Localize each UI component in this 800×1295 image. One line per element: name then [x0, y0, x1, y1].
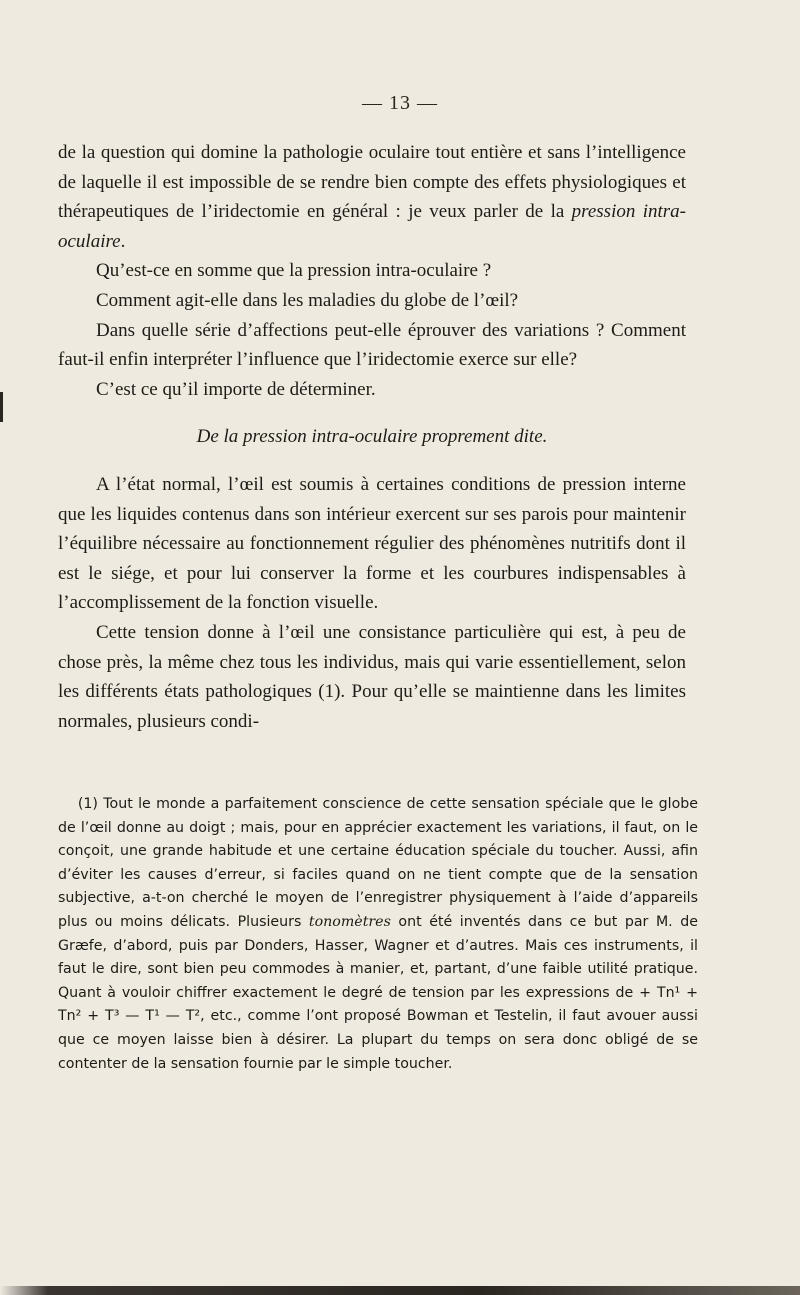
- footnote-part-1: (1) Tout le monde a parfaitement conscience de cette sensation spéciale que le globe de l’œil donne au doigt ; mais, pour en apprécier exactement les variations, il faut, on le conçoit, une grande habitude et une certaine éducation spéciale du toucher. Aussi, afin d’éviter les causes d’erreur, si faciles quand on ne tient compte que de la sensation subjective, a-t-on cherché le moyen de l’enregistrer physiquement à l’aide d’appareils plus ou moins délicats. Plusieurs: [58, 796, 698, 930]
- question-1: Qu’est-ce en somme que la pression intra-oculaire ?: [96, 260, 492, 282]
- question-4: C’est ce qu’il importe de déterminer.: [96, 378, 376, 400]
- question-2: Comment agit-elle dans les maladies du globe de l’œil?: [96, 289, 519, 311]
- footnote-text: [58, 793, 698, 1076]
- page-number: — 13 —: [362, 92, 438, 114]
- paragraph-1: [58, 138, 686, 256]
- margin-mark: [0, 392, 3, 422]
- paragraph-1-end: .: [120, 230, 126, 252]
- paragraph-2: A l’état normal, l’œil est soumis à certaines conditions de pression interne que les liquides contenus dans son intérieur exercent sur ses parois pour maintenir l’équilibre nécessaire au fonctionnement régulier des phénomènes nutritifs dont il est le siége, et pour lui conserver la forme et les courbures indispensables à l’accomplissement de la fonction visuelle.: [58, 473, 686, 614]
- paragraph-1-italic: pression intra-oculaire: [58, 201, 686, 252]
- page-bottom-edge: [0, 1286, 800, 1295]
- main-text: [58, 138, 686, 736]
- paragraph-1-text: de la question qui domine la pathologie oculaire tout entière et sans l’intelligence de laquelle il est impossible de se rendre bien compte des effets physiologiques et thérapeutiques de l’iridectomie en général : je veux parler de la: [58, 142, 686, 223]
- footnote-formula: + Tn¹ + Tn² + T³ — T¹ — T²: [58, 984, 698, 1025]
- footnote-part-3: , etc., comme l’ont proposé Bowman et Testelin, il faut avouer aussi que ce moyen laisse bien à désirer. La plupart du temps on sera donc obligé de se contenter de la sensation fournie par le simple toucher.: [58, 1008, 698, 1072]
- footnote: [58, 793, 698, 1076]
- paragraph-3: Cette tension donne à l’œil une consistance particulière qui est, à peu de chose près, la même chez tous les individus, mais qui varie essentiellement, selon les différents états pathologiques (1). Pour qu’elle se maintienne dans les limites normales, plusieurs condi-: [58, 621, 686, 732]
- question-3: Dans quelle série d’affections peut-elle éprouver des variations ? Comment faut-il enfin interpréter l’influence que l’iridectomie exerce sur elle?: [58, 319, 686, 371]
- footnote-part-2: ont été inventés dans ce but par M. de Græfe, d’abord, puis par Donders, Hasser, Wagner et d’autres. Mais ces instruments, il faut le dire, sont bien peu commodes à manier, et, partant, d’une faible utilité pratique. Quant à vouloir chiffrer exactement le degré de tension par les expressions de: [58, 913, 698, 1001]
- section-heading: De la pression intra-oculaire proprement dite.: [196, 426, 548, 448]
- footnote-italic: tonomètres: [308, 913, 391, 930]
